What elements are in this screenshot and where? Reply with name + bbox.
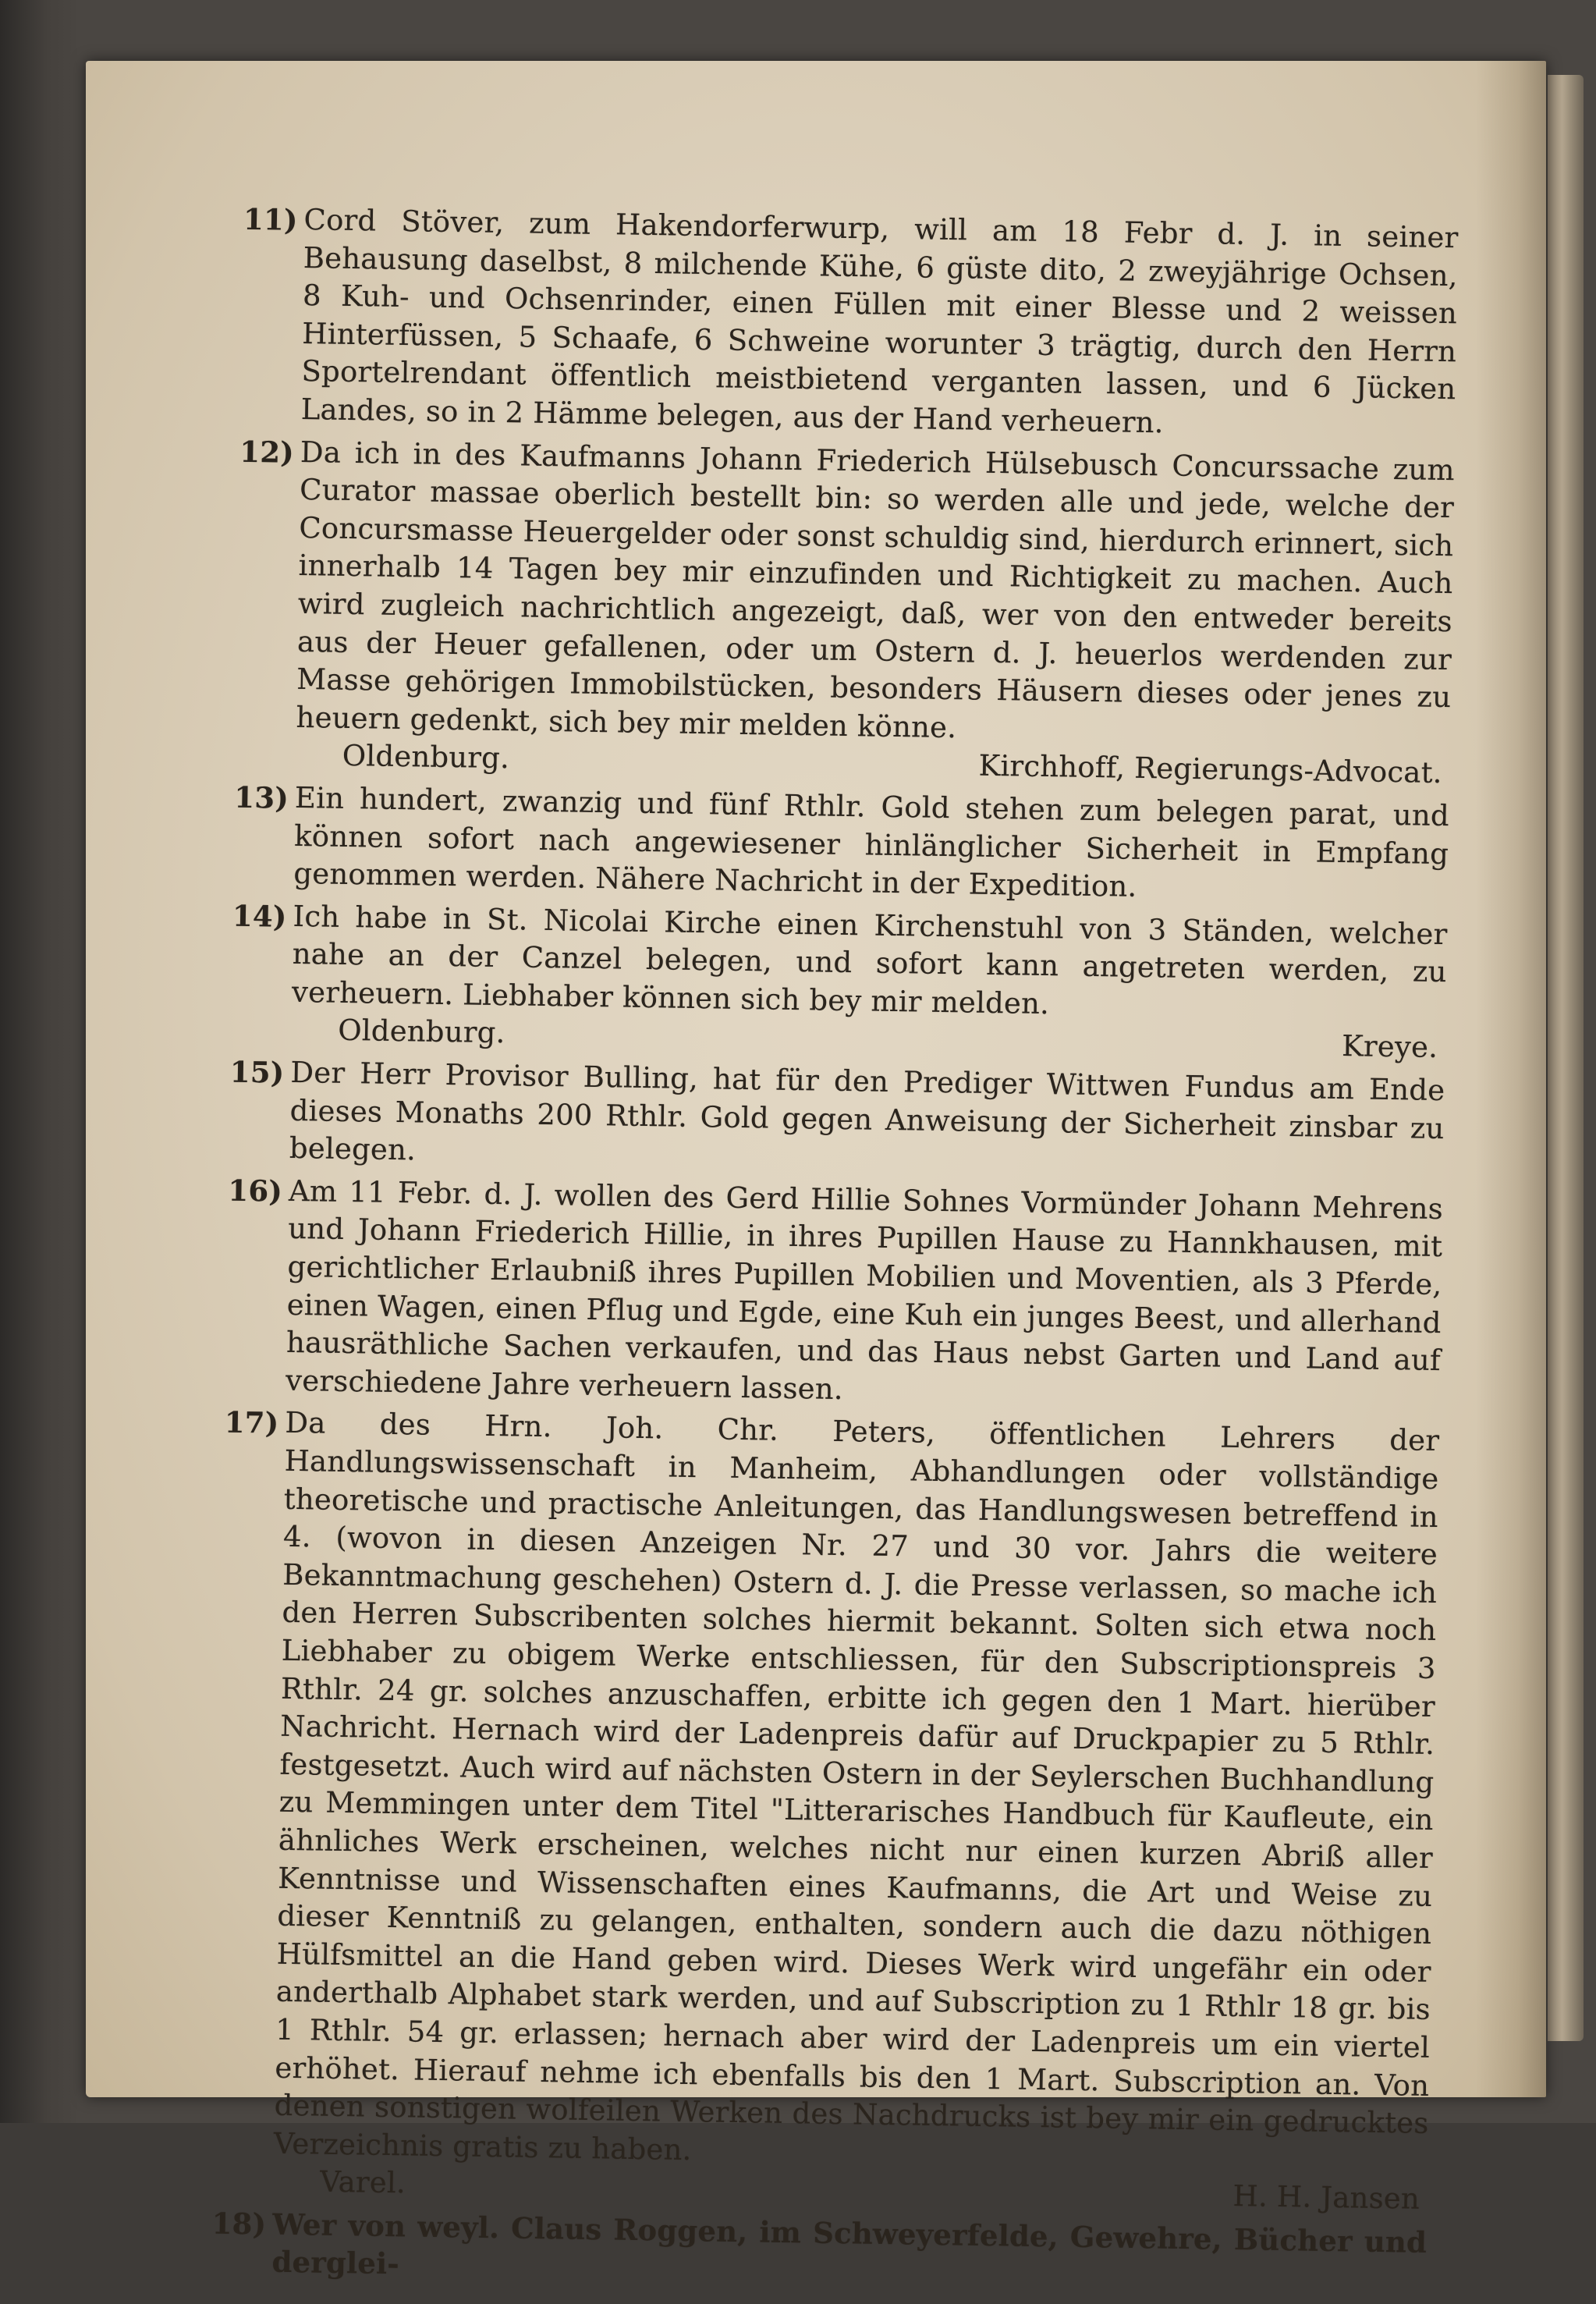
entry-number: 15): [229, 1054, 285, 1090]
entry-12: [239, 434, 1456, 793]
next-page-edge: [1548, 75, 1584, 2041]
entry-15: [229, 1054, 1445, 1186]
entry-text: Ein hundert, zwanzig und fünf Rthlr. Gold stehen zum belegen parat, und können sofort nach angewiesener hinlänglicher Sicherheit in Empfang genommen werden. Nähere Nachricht in der Expedition.: [293, 780, 1450, 903]
entry-text: Da des Hrn. Joh. Chr. Peters, öffentlichen Lehrers der Handlungswissenschaft in Manheim, Abhandlungen oder vollständige theoretische und practische Anleitungen, das Handlungswesen betreffend in 4. (wovon in diesen Anzeigen Nr. 27 und 30 vor. Jahrs die weitere Bekanntmachung geschehen) Ostern d. J. die Presse verlassen, so mache ich den Herren Subscribenten solches hiermit bekannt. Solten sich etwa noch Liebhaber zu obigem Werke entschliessen, für den Subscriptionspreis 3 Rthlr. 24 gr. solches anzuschaffen, erbitte ich gegen den 1 Mart. hierüber Nachricht. Hernach wird der Ladenpreis dafür auf Druckpapier zu 5 Rthlr. festgesetzt. Auch wird auf nächsten Ostern in der Seylerschen Buchhandlung zu Memmingen unter dem Titel "Litterarisches Handbuch für Kaufleute, ein ähnliches Werk erscheinen, welches nicht nur einen kurzen Abriß aller Kenntnisse und Wissenschaften eines Kaufmanns, die Art und Weise zu dieser Kenntniß zu gelangen, enthalten, sondern auch die dazu nöthigen Hülfsmittel an die Hand geben wird. Dieses Werk wird ungefähr ein oder anderthalb Alphabet stark werden, und auf Subscription zu 1 Rthlr 18 gr. bis 1 Rthlr. 54 gr. erlassen; hernach aber wird der Ladenpreis um ein viertel erhöhet. Hierauf nehme ich ebenfalls bis den 1 Mart. Subscription an. Von denen sonstigen wolfeilen Werken des Nachdrucks ist bey mir ein gedrucktes Verzeichnis gratis zu haben.: [273, 1406, 1440, 2167]
entry-place: Oldenburg.: [337, 1014, 505, 1050]
entry-number: 16): [228, 1173, 283, 1209]
entry-text: Cord Stöver, zum Hakendorferwurp, will am 18 Febr d. J. in seiner Behausung daselbst, 8 milchende Kühe, 6 güste dito, 2 zweyjährige Ochsen, 8 Kuh- und Ochsenrinder, einen Füllen mit einer Blesse und 2 weissen Hinterfüssen, 5 Schaafe, 6 Schweine worunter 3 trägtig, durch den Herrn Sportelrendant öffentlich meistbietend verganten lassen, und 6 Jücken Landes, so in 2 Hämme belegen, aus der Hand verheuern.: [300, 202, 1459, 440]
entry-text: Der Herr Provisor Bulling, hat für den Prediger Wittwen Fundus am Ende dieses Monaths 200 Rthlr. Gold gegen Anweisung der Sicherheit zinsbar zu belegen.: [289, 1055, 1445, 1167]
entry-place: Oldenburg.: [342, 739, 510, 776]
entry-13: [234, 779, 1450, 911]
entry-number: 14): [232, 898, 287, 934]
entry-signature: Kirchhoff, Regierungs-Advocat.: [978, 748, 1443, 790]
entry-14: [232, 898, 1448, 1068]
entry-signature: H. H. Jansen: [1232, 2179, 1420, 2217]
entry-18: [211, 2206, 1428, 2299]
entry-number: 12): [239, 434, 295, 470]
entry-text: Wer von weyl. Claus Roggen, im Schweyerfelde, Gewehre, Bücher und derglei-: [271, 2206, 1428, 2281]
entry-number: 17): [224, 1404, 279, 1441]
entry-number: 11): [243, 201, 298, 237]
entry-17: [224, 1404, 1440, 2219]
entry-text: Ich habe in St. Nicolai Kirche einen Kirchenstuhl von 3 Ständen, welcher nahe an der Canzel belegen, und sofort kann angetreten werden, zu verheuern. Liebhaber können sich bey mir melden.: [291, 899, 1448, 1021]
entry-signature: Kreye.: [1341, 1029, 1438, 1065]
entry-number: 18): [211, 2206, 267, 2242]
entry-11: [243, 201, 1459, 447]
page-text-column: [211, 201, 1459, 2304]
entry-16: [228, 1173, 1444, 1418]
entry-text: Am 11 Febr. d. J. wollen des Gerd Hillie Sohnes Vormünder Johann Mehrens und Johann Friederich Hillie, in ihres Pupillen Hause zu Hannkhausen, mit gerichtlicher Erlaubniß ihres Pupillen Mobilien und Moventien, als 3 Pferde, einen Wagen, einen Pflug und Egde, eine Kuh ein junges Beest, und allerhand hausräthliche Sachen verkaufen, und das Haus nebst Garten und Land auf verschiedene Jahre verheuern lassen.: [285, 1173, 1444, 1406]
entry-text: Da ich in des Kaufmanns Johann Friederich Hülsebusch Concurssache zum Curator massae oberlich bestellt bin: so werden alle und jede, welche der Concursmasse Heuergelder oder sonst schuldig sind, hierdurch erinnert, sich innerhalb 14 Tagen bey mir einzufinden und Richtigkeit zu machen. Auch wird zugleich nachrichtlich angezeigt, daß, wer von den entweder bereits aus der Heuer gefallenen, oder um Ostern d. J. heuerlos werdenden zur Masse gehörigen Immobilstücken, besonders Häusern dieses oder jenes zu heuern gedenkt, sich bey mir melden könne.: [296, 435, 1456, 744]
entry-place: Varel.: [319, 2164, 406, 2200]
entry-number: 13): [234, 779, 289, 815]
